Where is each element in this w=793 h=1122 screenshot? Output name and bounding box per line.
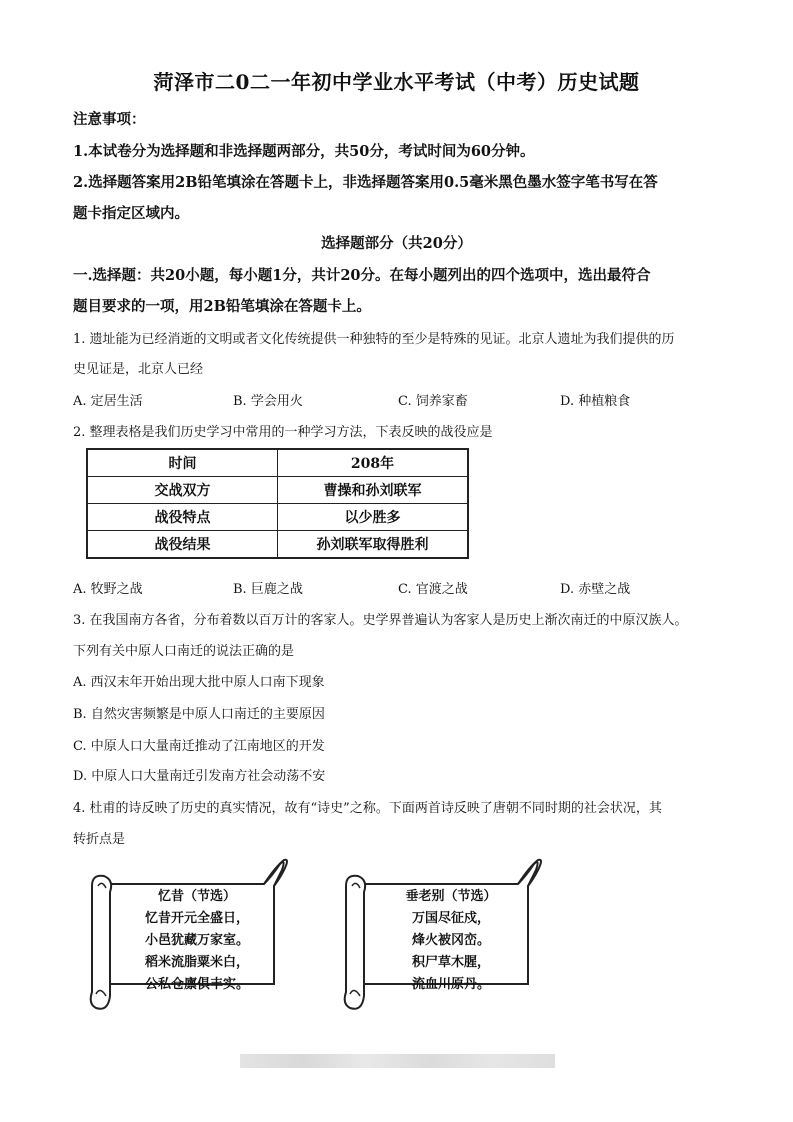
poem2-line-3: 积尸草木腥， [411, 955, 490, 970]
q2-option-a: A. 牧野之战 [73, 582, 143, 597]
q3-option-b: B. 自然灾害频繁是中原人口南迁的主要原因 [73, 707, 325, 722]
poem2-title: 垂老别（节选） [405, 889, 497, 904]
notice-heading: 注意事项： [73, 111, 146, 128]
poem1-line-2: 小邑犹藏万家室。 [144, 933, 249, 948]
q1-option-a: A. 定居生活 [73, 394, 143, 409]
q1-option-d: D. 种植粮食 [560, 394, 631, 409]
q2-option-d: D. 赤壁之战 [560, 582, 631, 597]
poem-scroll-right [338, 856, 548, 1016]
q2-option-b: B. 巨鹿之战 [233, 582, 303, 597]
table-cell: 曹操和孙刘联军 [278, 477, 469, 504]
q3-option-d: D. 中原人口大量南迁引发南方社会动荡不安 [73, 769, 326, 784]
poem2-line-2: 烽火被冈峦。 [411, 933, 490, 948]
poem1-line-1: 忆昔开元全盛日， [144, 911, 249, 926]
part1-instructions-line-2: 题目要求的一项，用2B铅笔填涂在答题卡上。 [73, 298, 371, 315]
q1-option-c: C. 饲养家畜 [398, 394, 468, 409]
table-cell: 孙刘联军取得胜利 [278, 531, 469, 559]
table-row [87, 504, 468, 531]
table-cell: 战役特点 [87, 504, 278, 531]
section-title: 选择题部分（共20分） [321, 235, 472, 252]
q3-stem-line-1: 3. 在我国南方各省，分布着数以百万计的客家人。史学界普遍认为客家人是历史上渐次南迁的中原汉族人。 [73, 613, 688, 628]
q3-stem-line-2: 下列有关中原人口南迁的说法正确的是 [73, 644, 295, 659]
poem2-line-1: 万国尽征戍， [411, 911, 490, 926]
table-row [87, 531, 468, 559]
table-row [87, 477, 468, 504]
poem1-line-3: 稻米流脂粟米白， [144, 955, 249, 970]
table-cell: 时间 [87, 449, 278, 477]
poem2-line-4: 流血川原丹。 [411, 977, 490, 992]
part1-instructions-line-1: 一.选择题：共20小题，每小题1分，共计20分。在每小题列出的四个选项中，选出最符合 [73, 267, 651, 284]
table-cell: 交战双方 [87, 477, 278, 504]
exam-title: 菏泽市二0二一年初中学业水平考试（中考）历史试题 [153, 70, 640, 94]
poem-scroll-left [84, 856, 294, 1016]
table-cell: 以少胜多 [278, 504, 469, 531]
q1-stem-line-2: 史见证是，北京人已经 [73, 362, 204, 377]
table-cell: 战役结果 [87, 531, 278, 559]
battle-table [86, 448, 469, 559]
notice-item-2-line-1: 2.选择题答案用2B铅笔填涂在答题卡上，非选择题答案用0.5毫米黑色墨水签字笔书写在答 [73, 174, 658, 191]
table-cell: 208年 [278, 449, 469, 477]
q4-stem-line-1: 4. 杜甫的诗反映了历史的真实情况，故有“诗史”之称。下面两首诗反映了唐朝不同时期的社会状况，其 [73, 801, 662, 816]
q2-option-c: C. 官渡之战 [398, 582, 468, 597]
notice-item-1: 1.本试卷分为选择题和非选择题两部分，共50分，考试时间为60分钟。 [73, 143, 535, 160]
q3-option-c: C. 中原人口大量南迁推动了江南地区的开发 [73, 739, 325, 754]
q2-stem: 2. 整理表格是我们历史学习中常用的一种学习方法，下表反映的战役应是 [73, 425, 493, 440]
poem1-line-4: 公私仓廪俱丰实。 [144, 977, 249, 992]
q1-option-b: B. 学会用火 [233, 394, 303, 409]
poem1-title: 忆昔（节选） [157, 889, 236, 904]
q4-stem-line-2: 转折点是 [73, 832, 126, 847]
notice-item-2-line-2: 题卡指定区域内。 [73, 205, 189, 222]
blurred-watermark [240, 1054, 555, 1068]
q1-stem-line-1: 1. 遗址能为已经消逝的文明或者文化传统提供一种独特的至少是特殊的见证。北京人遗址为我们提供的历 [73, 332, 675, 347]
table-row [87, 449, 468, 477]
q3-option-a: A. 西汉末年开始出现大批中原人口南下现象 [73, 675, 325, 690]
